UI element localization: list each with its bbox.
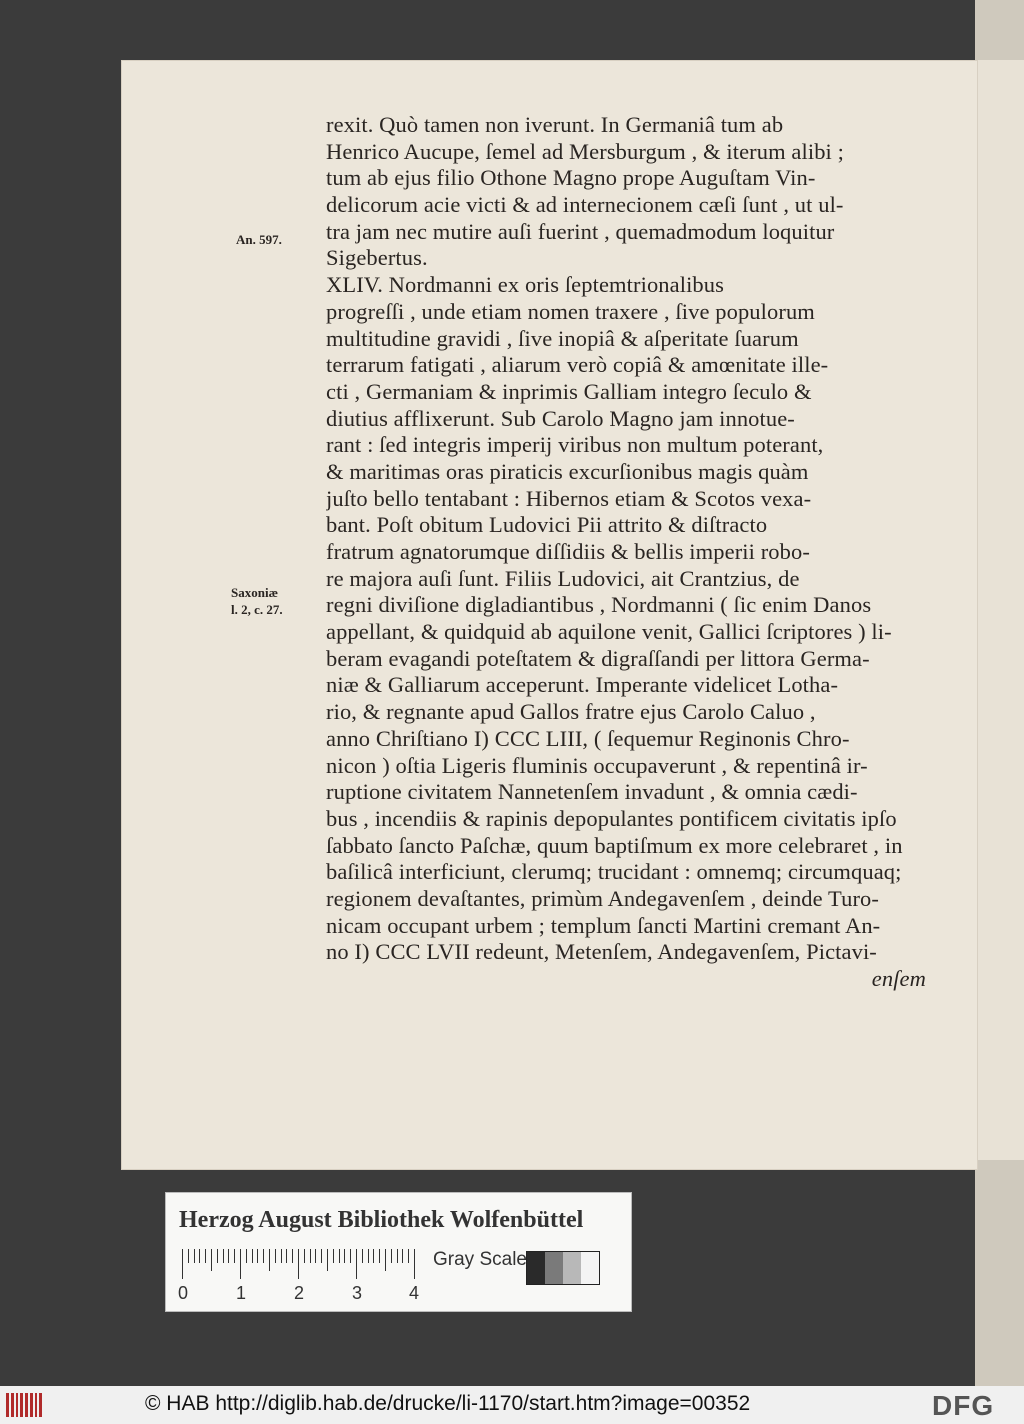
text-line: fratrum agnatorumque diſſidiis & bellis imperii robo-	[326, 539, 810, 564]
ruler-tick	[188, 1249, 189, 1263]
page-text	[326, 112, 926, 993]
footer-copyright-link[interactable]: © HAB http://diglib.hab.de/drucke/li-1170/start.htm?image=00352	[145, 1392, 751, 1415]
text-line: nicon ) oſtia Ligeris fluminis occupaverunt , & repentinâ ir-	[326, 752, 868, 778]
ruler-tick	[246, 1249, 247, 1263]
ruler-tick	[373, 1249, 374, 1263]
text-line: niæ & Galliarum acceperunt. Imperante videlicet Lotha-	[326, 672, 839, 698]
gray-swatch	[527, 1252, 545, 1284]
ruler-tick	[263, 1249, 264, 1263]
text-line: diutius afflixerunt. Sub Carolo Magno jam innotue-	[326, 405, 795, 431]
ruler-tick	[182, 1249, 183, 1279]
ruler-tick	[252, 1249, 253, 1263]
ruler-tick	[315, 1249, 316, 1263]
text-line: terrarum fatigati , aliarum verò copiâ & amœnitate ille-	[326, 352, 829, 378]
ruler-tick	[286, 1249, 287, 1263]
text-line: regni diviſione digladiantibus , Nordmanni ( ſic enim Danos	[326, 592, 872, 618]
ruler-tick	[344, 1249, 345, 1263]
text-line: bant. Poſt obitum Ludovici Pii attrito & diſtracto	[326, 512, 768, 538]
text-line: Sigebertus.	[326, 245, 428, 271]
ruler-tick	[408, 1249, 409, 1263]
gray-swatch	[581, 1252, 599, 1284]
text-line: no I) CCC LVII redeunt, Metenſem, Andegavenſem, Pictavi-	[326, 939, 877, 965]
ruler-tick	[339, 1249, 340, 1263]
ruler-tick	[199, 1249, 200, 1263]
ruler-tick	[333, 1249, 334, 1263]
margin-note-saxoniae: Saxoniæ	[231, 585, 278, 600]
text-line: ſabbato ſancto Paſchæ, quum baptiſmum ex more celebraret , in	[326, 832, 903, 858]
text-line: juſto bello tentabant : Hibernos etiam & Scotos vexa-	[326, 485, 812, 511]
ruler-tick	[257, 1249, 258, 1263]
ruler-tick	[205, 1249, 206, 1263]
text-line: progreſſi , unde etiam nomen traxere , ſive populorum	[326, 298, 815, 324]
ruler-tick	[368, 1249, 369, 1263]
text-line: ruptione civitatem Nannetenſem invadunt , & omnia cædi-	[326, 779, 858, 805]
margin-note-reference: l. 2, c. 27.	[231, 602, 283, 617]
ruler-tick	[402, 1249, 403, 1263]
hab-logo-icon	[6, 1393, 42, 1417]
measurement-ruler	[182, 1249, 422, 1279]
text-line: multitudine gravidi , ſive inopiâ & aſperitate ſuarum	[326, 325, 799, 351]
text-line: rio, & regnante apud Gallos fratre ejus Carolo Caluo ,	[326, 699, 816, 725]
text-line: baſilicâ interficiunt, clerumq; trucidant : omnemq; circumquaq;	[326, 859, 902, 885]
gray-swatch	[563, 1252, 581, 1284]
library-label-card	[165, 1192, 632, 1312]
text-line: rant : ſed integris imperij viribus non multum poterant,	[326, 432, 824, 458]
ruler-tick	[240, 1249, 241, 1279]
gray-swatch	[545, 1252, 563, 1284]
text-line: rexit. Quò tamen non iverunt. In Germaniâ tum ab	[326, 112, 784, 137]
text-line: delicorum acie victi & ad internecionem cæſi ſunt , ut ul-	[326, 192, 844, 218]
text-line: anno Chriſtiano I) CCC LIII, ( ſequemur Reginonis Chro-	[326, 725, 850, 751]
ruler-number: 2	[294, 1283, 305, 1303]
ruler-tick	[194, 1249, 195, 1263]
gray-scale-swatches	[526, 1251, 600, 1285]
ruler-tick	[356, 1249, 357, 1279]
text-line: regionem devaſtantes, primùm Andegavenſem , deinde Turo-	[326, 885, 879, 911]
ruler-tick	[275, 1249, 276, 1263]
adjacent-page-edge	[975, 0, 1024, 1386]
text-line: appellant, & quidquid ab aquilone venit, Gallici ſcriptores ) li-	[326, 619, 892, 645]
library-name: Herzog August Bibliothek Wolfenbüttel	[179, 1207, 584, 1233]
ruler-tick	[217, 1249, 218, 1263]
ruler-tick	[414, 1249, 415, 1279]
dfg-logo: DFG	[932, 1390, 995, 1421]
ruler-number: 3	[352, 1283, 363, 1303]
catchword: enſem	[871, 966, 926, 991]
ruler-tick	[211, 1249, 212, 1271]
ruler-tick	[223, 1249, 224, 1263]
ruler-tick	[379, 1249, 380, 1263]
text-line: cti , Germaniam & inprimis Galliam integro ſeculo &	[326, 378, 812, 404]
text-line: & maritimas oras piraticis excurſionibus magis quàm	[326, 458, 809, 484]
margin-note-year: An. 597.	[236, 232, 282, 247]
text-line: tra jam nec mutire auſi fuerint , quemadmodum loquitur	[326, 218, 835, 244]
ruler-number: 4	[409, 1283, 420, 1303]
ruler-tick	[228, 1249, 229, 1263]
text-line: bus , incendiis & rapinis depopulantes pontificem civitatis ipſo	[326, 805, 897, 831]
ruler-tick	[292, 1249, 293, 1263]
footer-bar	[0, 1386, 1024, 1424]
ruler-tick	[385, 1249, 386, 1271]
ruler-tick	[281, 1249, 282, 1263]
ruler-tick	[304, 1249, 305, 1263]
ruler-tick	[391, 1249, 392, 1263]
text-line: tum ab ejus filio Othone Magno prope Auguſtam Vin-	[326, 165, 816, 191]
text-line: beram evagandi poteſtatem & digraſſandi per littora Germa-	[326, 645, 870, 671]
text-line: XLIV. Nordmanni ex oris ſeptemtrionalibus	[326, 272, 724, 298]
ruler-tick	[397, 1249, 398, 1263]
text-line: nicam occupant urbem ; templum ſancti Martini cremant An-	[326, 912, 881, 938]
ruler-tick	[269, 1249, 270, 1271]
ruler-tick	[310, 1249, 311, 1263]
ruler-number: 1	[236, 1283, 247, 1303]
ruler-tick	[362, 1249, 363, 1263]
ruler-tick	[321, 1249, 322, 1263]
text-line: Henrico Aucupe, ſemel ad Mersburgum , & iterum alibi ;	[326, 138, 844, 164]
gray-scale-label: Gray Scale	[433, 1249, 527, 1270]
ruler-tick	[327, 1249, 328, 1271]
ruler-number: 0	[178, 1283, 189, 1303]
ruler-tick	[298, 1249, 299, 1279]
ruler-tick	[350, 1249, 351, 1263]
ruler-tick	[234, 1249, 235, 1263]
text-line: re majora auſi ſunt. Filiis Ludovici, ait Crantzius, de	[326, 565, 800, 591]
